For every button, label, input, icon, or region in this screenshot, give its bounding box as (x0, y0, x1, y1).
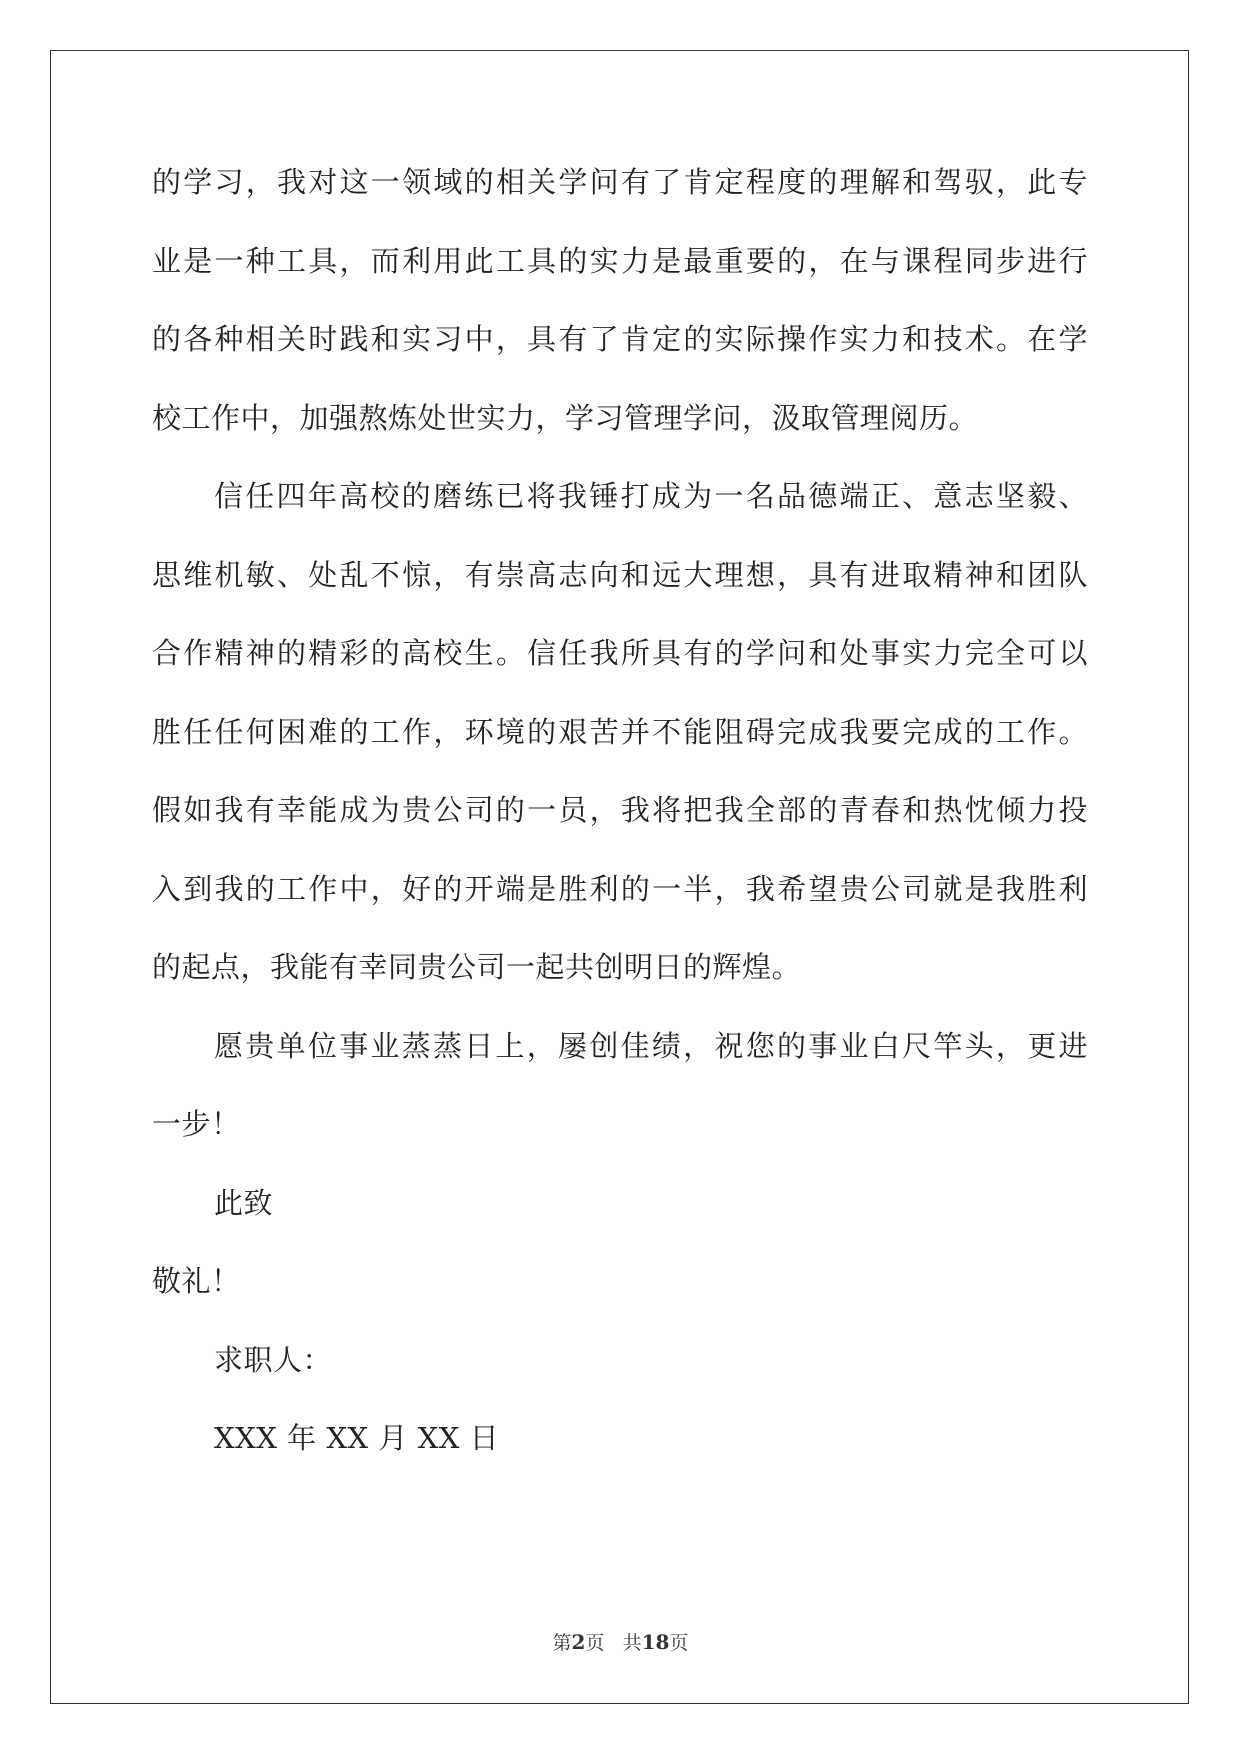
footer-total-prefix: 共 (622, 1632, 642, 1654)
text-line: 思维机敏、处乱不惊，有崇高志向和远大理想，具有进取精神和团队 (152, 557, 1088, 592)
letter-body (152, 162, 1088, 1497)
text-line: 信任四年高校的磨练已将我锤打成为一名品德端正、意志坚毅、 (214, 479, 1088, 513)
letter-date: XXX 年 XX 月 XX 日 (214, 1421, 500, 1455)
text-line: 的学习，我对这一领域的相关学问有了肯定程度的理解和驾驭，此专 (152, 165, 1088, 199)
text-line: 校工作中，加强熬炼处世实力，学习管理学问，汲取管理阅历。 (152, 400, 979, 435)
applicant-signature: 求职人： (214, 1342, 333, 1377)
text-line: 一步！ (152, 1107, 241, 1141)
text-line: 的各种相关时践和实习中，具有了肯定的实际操作实力和技术。在学 (152, 322, 1088, 356)
closing-salutation: 此致 (214, 1185, 274, 1220)
text-line: 合作精神的精彩的高校生。信任我所具有的学问和处事实力完全可以 (152, 636, 1088, 670)
footer-page-suffix: 页 (585, 1632, 605, 1654)
page-footer (0, 1628, 1241, 1655)
page-number: 2 (571, 1630, 586, 1654)
text-line: 胜任任何困难的工作，环境的艰苦并不能阻碍完成我要完成的工作。 (152, 714, 1088, 749)
footer-prefix: 第 (552, 1632, 572, 1654)
text-line: 假如我有幸能成为贵公司的一员，我将把我全部的青春和热忱倾力投 (152, 793, 1088, 827)
closing-regards: 敬礼！ (152, 1264, 241, 1298)
text-line: 的起点，我能有幸同贵公司一起共创明日的辉煌。 (152, 950, 802, 984)
text-line: 愿贵单位事业蒸蒸日上，屡创佳绩，祝您的事业白尺竿头，更进 (214, 1028, 1088, 1063)
text-line: 业是一种工具，而利用此工具的实力是最重要的，在与课程同步进行 (152, 243, 1088, 278)
total-pages: 18 (641, 1630, 670, 1654)
footer-total-suffix: 页 (669, 1632, 689, 1654)
text-line: 入到我的工作中，好的开端是胜利的一半，我希望贵公司就是我胜利 (152, 871, 1088, 906)
